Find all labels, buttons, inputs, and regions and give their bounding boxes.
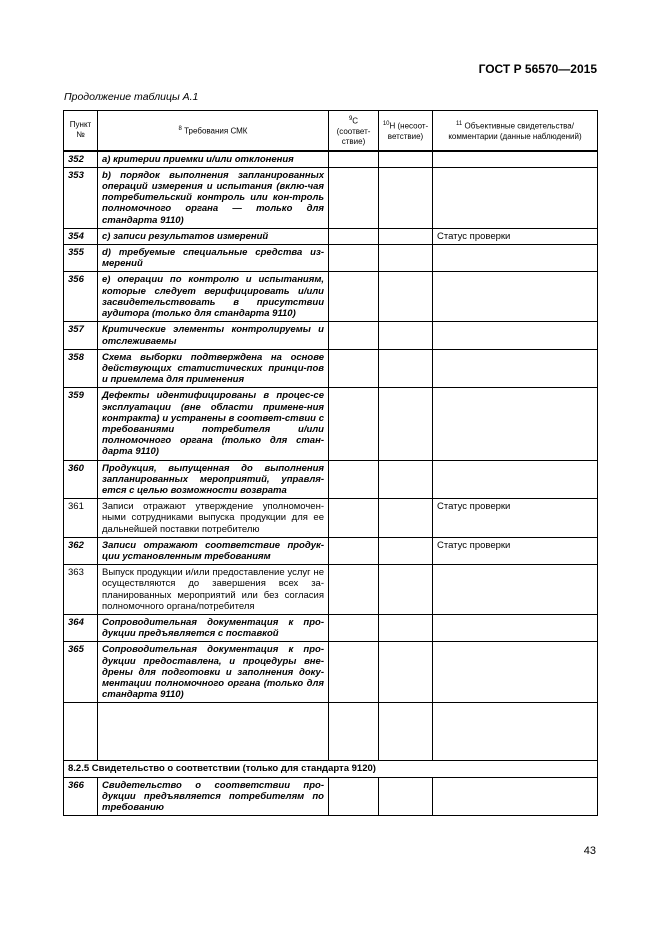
requirement-text: e) операции по контролю и испытаниям, которые следует верифицировать и/или засвидетельствовать в присутствии аудитора (только для стандарта 9110): [98, 272, 329, 322]
document-code: ГОСТ Р 56570—2015: [478, 62, 597, 76]
conformity-cell[interactable]: [329, 777, 379, 816]
evidence-cell[interactable]: Статус проверки: [433, 499, 598, 538]
requirement-text: Сопроводительная документация к про-дукции предъявляется с поставкой: [98, 614, 329, 641]
nonconformity-cell[interactable]: [379, 228, 433, 244]
evidence-cell[interactable]: [433, 151, 598, 168]
requirement-text: Свидетельство о соответствии про-дукции предъявляется потребителям по требованию: [98, 777, 329, 816]
nonconformity-cell[interactable]: [379, 272, 433, 322]
requirement-text: Дефекты идентифицированы в процес-се эксплуатации (вне области примене-ния контракта) и устранены в соответ-ствии с требованиями потребителя и/или полномочного органа (только для стан-дарта 9110): [98, 388, 329, 460]
conformity-cell[interactable]: [329, 322, 379, 349]
nonconformity-cell[interactable]: [379, 537, 433, 564]
item-number: 352: [64, 151, 98, 168]
requirement-text: d) требуемые специальные средства из-мерений: [98, 245, 329, 272]
col-header-conformity: $^9$С (соответ-ствие): [329, 111, 379, 151]
table-row: [64, 499, 598, 538]
conformity-cell[interactable]: [329, 565, 379, 615]
empty-cell: [433, 703, 598, 761]
col-header-item-number: Пункт №: [64, 111, 98, 151]
table-row: [64, 245, 598, 272]
conformity-cell[interactable]: [329, 388, 379, 460]
conformity-cell[interactable]: [329, 167, 379, 228]
evidence-cell[interactable]: Статус проверки: [433, 228, 598, 244]
requirement-text: Продукция, выпущенная до выполнения запланированных мероприятий, управля-ется с целью возможности возврата: [98, 460, 329, 499]
section-heading: 8.2.5 Свидетельство о соответствии (только для стандарта 9120): [64, 761, 598, 777]
item-number: 363: [64, 565, 98, 615]
conformity-cell[interactable]: [329, 245, 379, 272]
item-number: 361: [64, 499, 98, 538]
conformity-cell[interactable]: [329, 272, 379, 322]
evidence-cell[interactable]: [433, 349, 598, 388]
evidence-cell[interactable]: [433, 322, 598, 349]
item-number: 359: [64, 388, 98, 460]
section-heading-row: [64, 761, 598, 777]
requirement-text: a) критерии приемки и/или отклонения: [98, 151, 329, 168]
table-row: [64, 322, 598, 349]
nonconformity-cell[interactable]: [379, 322, 433, 349]
table-row: [64, 777, 598, 816]
empty-cell: [329, 703, 379, 761]
conformity-cell[interactable]: [329, 349, 379, 388]
conformity-cell[interactable]: [329, 151, 379, 168]
empty-cell: [64, 703, 98, 761]
nonconformity-cell[interactable]: [379, 167, 433, 228]
table-row: [64, 460, 598, 499]
table-row: [64, 642, 598, 703]
page-number: 43: [583, 845, 596, 857]
table-row: [64, 349, 598, 388]
requirement-text: Записи отражают утверждение уполномочен-ными сотрудниками выпуска продукции для ее дальнейшей поставки потребителю: [98, 499, 329, 538]
requirement-text: Записи отражают соответствие продук-ции установленным требованиям: [98, 537, 329, 564]
nonconformity-cell[interactable]: [379, 151, 433, 168]
col-header-evidence: $^{11}$ Объективные свидетельства/ комментарии (данные наблюдений): [433, 111, 598, 151]
requirement-text: Сопроводительная документация к про-дукции предоставлена, и процедуры вне-дрены для подготовки и заполнения доку-ментации полномочного органа (только для стандарта 9110): [98, 642, 329, 703]
table-row: [64, 151, 598, 168]
conformity-cell[interactable]: [329, 499, 379, 538]
empty-cell: [379, 703, 433, 761]
nonconformity-cell[interactable]: [379, 499, 433, 538]
empty-cell: [98, 703, 329, 761]
item-number: 365: [64, 642, 98, 703]
item-number: 356: [64, 272, 98, 322]
nonconformity-cell[interactable]: [379, 388, 433, 460]
item-number: 364: [64, 614, 98, 641]
requirement-text: Критические элементы контролируемы и отслеживаемы: [98, 322, 329, 349]
evidence-cell[interactable]: [433, 614, 598, 641]
table-header-row: [64, 111, 598, 151]
nonconformity-cell[interactable]: [379, 565, 433, 615]
item-number: 366: [64, 777, 98, 816]
nonconformity-cell[interactable]: [379, 349, 433, 388]
table-row: [64, 388, 598, 460]
table-row: [64, 614, 598, 641]
table-row: [64, 167, 598, 228]
evidence-cell[interactable]: [433, 565, 598, 615]
item-number: 362: [64, 537, 98, 564]
evidence-cell[interactable]: [433, 272, 598, 322]
col-header-requirements: $^8$ Требования СМК: [98, 111, 329, 151]
item-number: 354: [64, 228, 98, 244]
requirements-table: [63, 110, 598, 816]
item-number: 357: [64, 322, 98, 349]
conformity-cell[interactable]: [329, 460, 379, 499]
item-number: 358: [64, 349, 98, 388]
item-number: 353: [64, 167, 98, 228]
requirement-text: Схема выборки подтверждена на основе действующих статистических принци-пов и приемлема для применения: [98, 349, 329, 388]
nonconformity-cell[interactable]: [379, 460, 433, 499]
evidence-cell[interactable]: [433, 245, 598, 272]
requirement-text: b) порядок выполнения запланированных операций измерения и испытания (вклю-чая потребительский контроль или кон-троль полномочного органа — только для стандарта 9110): [98, 167, 329, 228]
empty-row: [64, 703, 598, 761]
evidence-cell[interactable]: [433, 642, 598, 703]
table-row: [64, 272, 598, 322]
item-number: 360: [64, 460, 98, 499]
table-row: [64, 565, 598, 615]
conformity-cell[interactable]: [329, 642, 379, 703]
nonconformity-cell[interactable]: [379, 642, 433, 703]
evidence-cell[interactable]: [433, 167, 598, 228]
conformity-cell[interactable]: [329, 614, 379, 641]
requirement-text: c) записи результатов измерений: [98, 228, 329, 244]
nonconformity-cell[interactable]: [379, 245, 433, 272]
item-number: 355: [64, 245, 98, 272]
nonconformity-cell[interactable]: [379, 614, 433, 641]
evidence-cell[interactable]: [433, 388, 598, 460]
col-header-nonconformity: $^{10}$Н (несоот-ветствие): [379, 111, 433, 151]
conformity-cell[interactable]: [329, 537, 379, 564]
table-row: [64, 537, 598, 564]
evidence-cell[interactable]: [433, 460, 598, 499]
requirement-text: Выпуск продукции и/или предоставление услуг не осуществляются до завершения всех за-планированных мероприятий или без согласия полномочного органа/потребителя: [98, 565, 329, 615]
evidence-cell[interactable]: Статус проверки: [433, 537, 598, 564]
evidence-cell[interactable]: [433, 777, 598, 816]
conformity-cell[interactable]: [329, 228, 379, 244]
table-caption: Продолжение таблицы А.1: [64, 91, 199, 103]
table-row: [64, 228, 598, 244]
nonconformity-cell[interactable]: [379, 777, 433, 816]
